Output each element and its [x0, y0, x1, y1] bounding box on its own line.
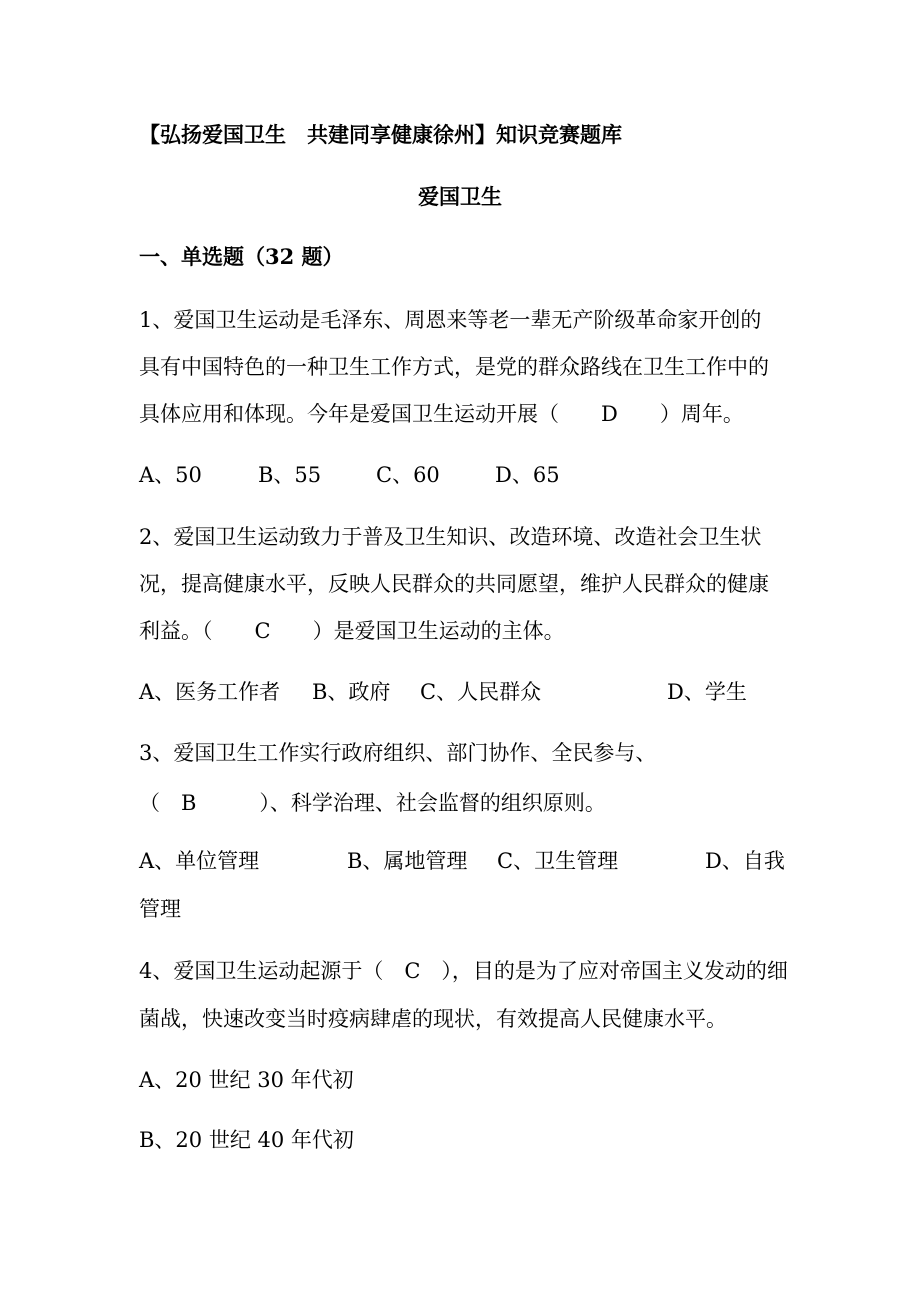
question-2-option-a: A、医务工作者: [139, 680, 281, 704]
question-1-option-d: D、65: [495, 463, 560, 487]
question-4-line-2: 菌战，快速改变当时疫病肆虐的现状，有效提高人民健康水平。: [139, 1007, 727, 1031]
document-title: 【弘扬爱国卫生 共建同享健康徐州】知识竞赛题库: [139, 122, 622, 147]
question-1-line-1: 1、爱国卫生运动是毛泽东、周恩来等老一辈无产阶级革命家开创的: [139, 308, 762, 332]
question-2-option-c: C、人民群众: [420, 680, 542, 704]
question-1-option-a: A、50: [139, 463, 202, 487]
question-2-line-3: 利益。（ C ）是爱国卫生运动的主体。: [139, 619, 565, 643]
question-3-option-d: D、自我: [705, 849, 785, 873]
part-heading: 一、单选题（32 题）: [139, 244, 344, 269]
question-4-option-a: A、20 世纪 30 年代初: [139, 1068, 354, 1092]
question-3-line-2: （ B ）、科学治理、社会监督的组织原则。: [139, 791, 606, 815]
question-4-line-1: 4、爱国卫生运动起源于（ C ），目的是为了应对帝国主义发动的细: [139, 959, 788, 983]
question-2-line-2: 况，提高健康水平，反映人民群众的共同愿望，维护人民群众的健康: [139, 572, 769, 596]
section-title: 爱国卫生: [418, 184, 502, 209]
question-1-line-2: 具有中国特色的一种卫生工作方式，是党的群众路线在卫生工作中的: [139, 355, 769, 379]
question-3-option-d-wrap: 管理: [139, 897, 181, 921]
question-4-option-b: B、20 世纪 40 年代初: [139, 1128, 354, 1152]
question-3-option-a: A、单位管理: [139, 849, 260, 873]
question-1-option-c: C、60: [376, 463, 440, 487]
question-1-line-3: 具体应用和体现。今年是爱国卫生运动开展（ D ）周年。: [139, 402, 744, 426]
question-3-option-c: C、卫生管理: [497, 849, 619, 873]
question-3-line-1: 3、爱国卫生工作实行政府组织、部门协作、全民参与、: [139, 741, 657, 765]
question-2-option-b: B、政府: [312, 680, 391, 704]
question-1-option-b: B、55: [258, 463, 322, 487]
question-3-option-b: B、属地管理: [347, 849, 468, 873]
question-2-line-1: 2、爱国卫生运动致力于普及卫生知识、改造环境、改造社会卫生状: [139, 525, 762, 549]
question-2-option-d: D、学生: [667, 680, 747, 704]
